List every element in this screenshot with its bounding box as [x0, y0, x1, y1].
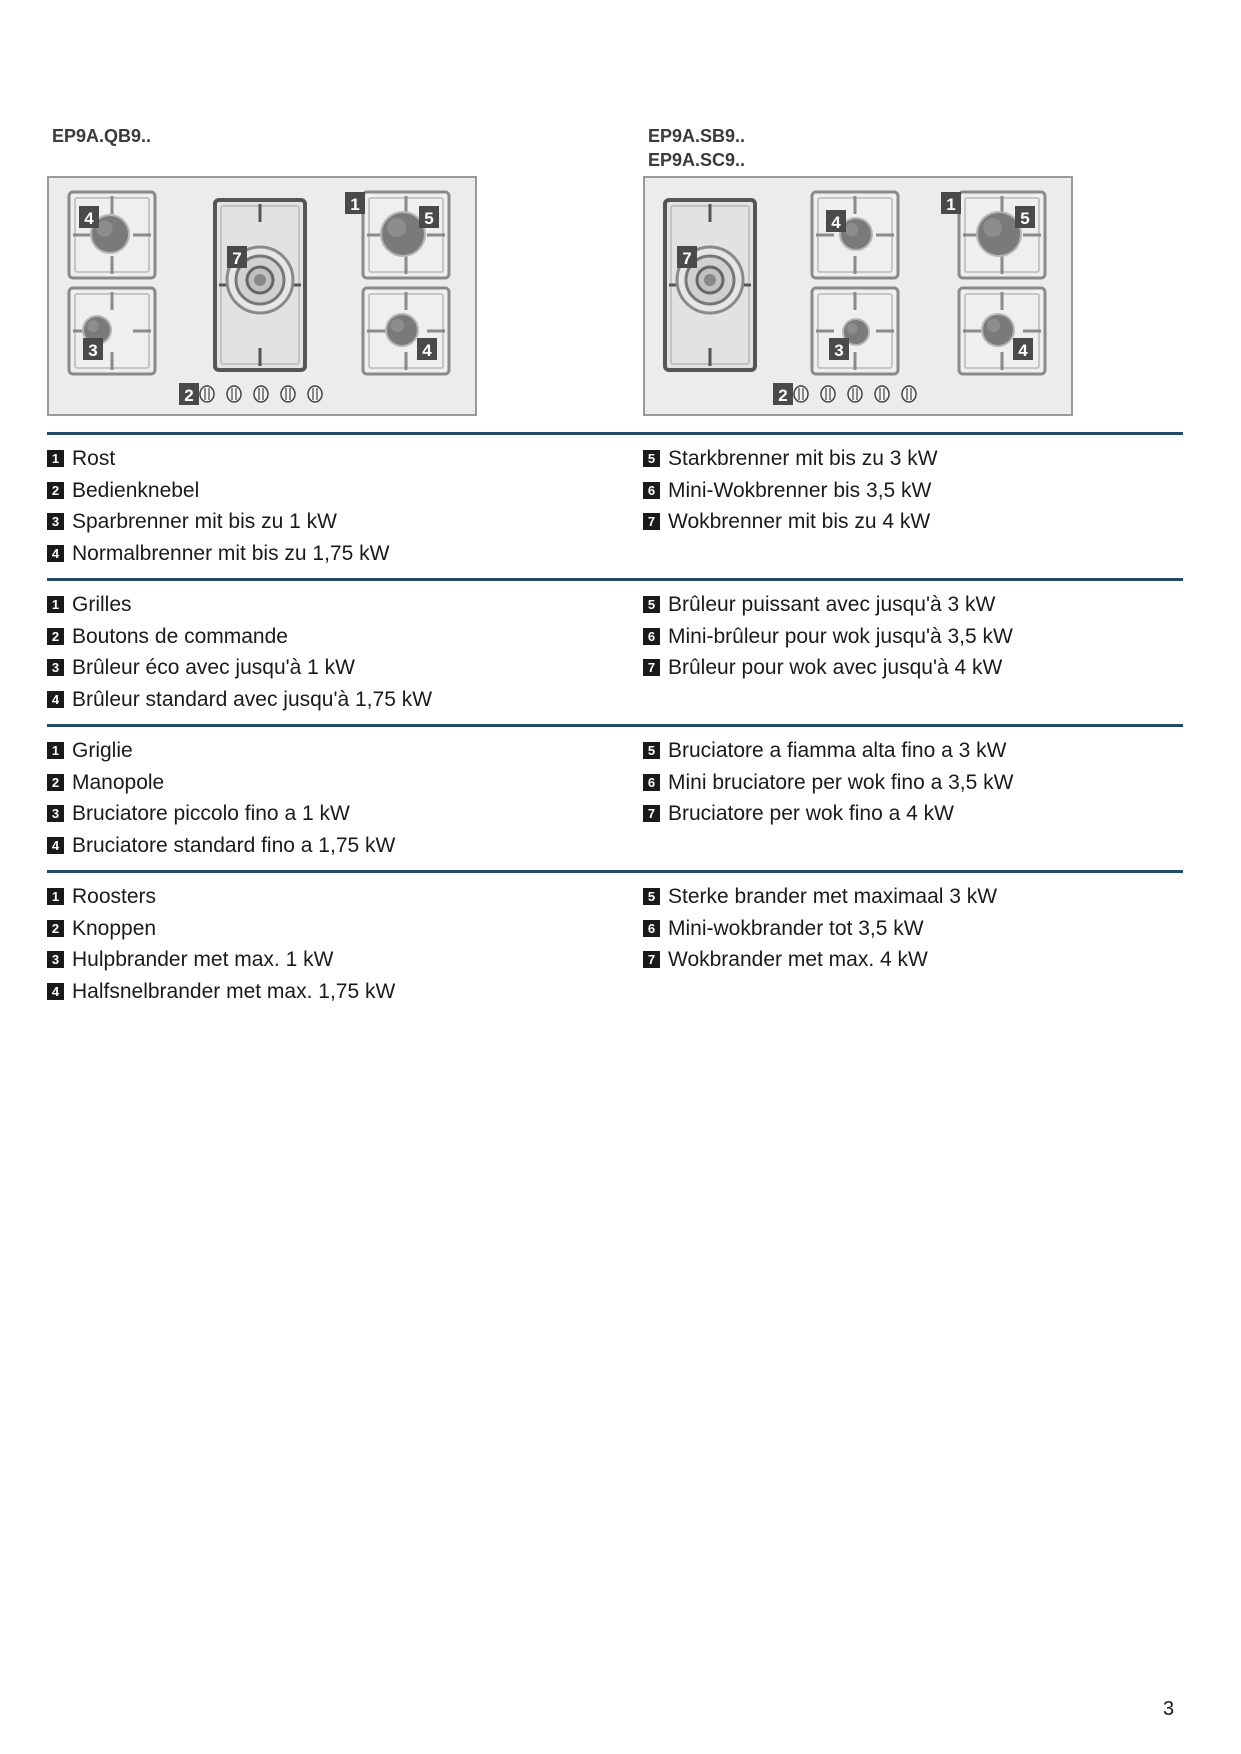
- svg-text:1: 1: [946, 195, 956, 214]
- legend-column-right: [643, 735, 1013, 830]
- knob: [821, 386, 835, 402]
- legend-text: Bedienknebel: [72, 478, 200, 502]
- number-badge: 1: [47, 742, 64, 759]
- legend-item: [47, 621, 432, 653]
- legend-item: [643, 767, 1013, 799]
- legend-text: Bruciatore a fiamma alta fino a 3 kW: [668, 739, 1007, 762]
- legend-text: Wokbrander met max. 4 kW: [668, 948, 928, 971]
- number-badge: 2: [47, 920, 64, 937]
- page-number: 3: [1163, 1698, 1175, 1720]
- number-badge: 6: [643, 774, 660, 791]
- number-badge: 7: [643, 659, 660, 676]
- number-badge: 1: [47, 596, 64, 613]
- legend-item: [47, 506, 389, 538]
- legend-column-left: [47, 443, 389, 569]
- callout-badge: [419, 206, 439, 228]
- legend-text: Rost: [72, 447, 116, 470]
- knob: [308, 386, 322, 402]
- legend-item: [47, 798, 395, 830]
- knob: [281, 386, 295, 402]
- legend-column-right: [643, 589, 1013, 684]
- legend-text: Grilles: [72, 593, 132, 616]
- number-badge: 3: [47, 513, 64, 530]
- svg-text:4: 4: [1018, 341, 1028, 360]
- legend-text: Brûleur puissant avec jusqu'à 3 kW: [668, 593, 996, 616]
- legend-text: Boutons de commande: [72, 624, 288, 648]
- legend-item: [643, 944, 997, 976]
- section-divider: [47, 578, 1183, 581]
- legend-item: [47, 589, 432, 621]
- svg-text:1: 1: [350, 195, 360, 214]
- legend-text: Roosters: [72, 885, 157, 908]
- callout-badge: [941, 192, 961, 214]
- legend-item: [643, 621, 1013, 653]
- svg-text:5: 5: [1020, 209, 1030, 228]
- legend-text: Mini-wokbrander tot 3,5 kW: [668, 916, 924, 940]
- number-badge: 3: [47, 951, 64, 968]
- legend-item: [47, 538, 389, 570]
- legend-item: [47, 944, 395, 976]
- number-badge: 4: [47, 691, 64, 708]
- legend-item: [47, 475, 389, 507]
- legend-text: Knoppen: [72, 916, 157, 940]
- legend-column-left: [47, 735, 395, 861]
- legend-text: Bruciatore piccolo fino a 1 kW: [72, 802, 350, 825]
- legend-item: [643, 443, 938, 475]
- legend-column-left: [47, 589, 432, 715]
- knob: [200, 386, 214, 402]
- legend-column-left: [47, 881, 395, 1007]
- callout-badge: [826, 210, 846, 232]
- legend-text: Mini-Wokbrenner bis 3,5 kW: [668, 478, 932, 502]
- legend-item: [47, 913, 395, 945]
- callout-badge: [829, 338, 849, 360]
- model-code: EP9A.SB9..: [648, 126, 746, 146]
- knob: [254, 386, 268, 402]
- knob: [902, 386, 916, 402]
- legend-column-right: [643, 443, 938, 538]
- legend-item: [643, 881, 997, 913]
- callout-badge: [417, 338, 437, 360]
- legend-item: [47, 881, 395, 913]
- legend-text: Normalbrenner mit bis zu 1,75 kW: [72, 541, 390, 565]
- knob: [848, 386, 862, 402]
- svg-text:7: 7: [682, 249, 692, 268]
- model-label-right: [648, 124, 745, 172]
- hob-diagram-right: [643, 176, 1073, 416]
- legend-text: Mini bruciatore per wok fino a 3,5 kW: [668, 770, 1014, 794]
- burner: [981, 313, 1015, 347]
- number-badge: 7: [643, 805, 660, 822]
- number-badge: 2: [47, 628, 64, 645]
- number-badge: 3: [47, 659, 64, 676]
- section-divider: [47, 724, 1183, 727]
- number-badge: 2: [47, 482, 64, 499]
- legend-text: Brûleur standard avec jusqu'à 1,75 kW: [72, 687, 433, 711]
- model-code: EP9A.SC9..: [648, 150, 746, 170]
- number-badge: 6: [643, 920, 660, 937]
- legend-text: Hulpbrander met max. 1 kW: [72, 948, 334, 971]
- knob: [794, 386, 808, 402]
- number-badge: 7: [643, 513, 660, 530]
- legend-text: Starkbrenner mit bis zu 3 kW: [668, 447, 938, 470]
- legend-text: Manopole: [72, 770, 165, 794]
- callout-badge: [79, 206, 99, 228]
- number-badge: 6: [643, 482, 660, 499]
- legend-item: [643, 735, 1013, 767]
- svg-text:3: 3: [88, 341, 98, 360]
- number-badge: 1: [47, 888, 64, 905]
- legend-text: Griglie: [72, 739, 133, 762]
- legend-item: [47, 443, 389, 475]
- number-badge: 5: [643, 888, 660, 905]
- svg-text:4: 4: [422, 341, 432, 360]
- legend-item: [643, 589, 1013, 621]
- number-badge: 7: [643, 951, 660, 968]
- burner: [385, 313, 419, 347]
- legend-item: [47, 652, 432, 684]
- number-badge: 6: [643, 628, 660, 645]
- svg-text:2: 2: [778, 386, 788, 405]
- legend-item: [643, 506, 938, 538]
- knob: [227, 386, 241, 402]
- callout-badge: [227, 246, 247, 268]
- svg-text:7: 7: [232, 249, 242, 268]
- callout-badge: [773, 383, 793, 405]
- legend-item: [47, 767, 395, 799]
- callout-badge: [677, 246, 697, 268]
- legend-item: [47, 684, 432, 716]
- number-badge: 4: [47, 837, 64, 854]
- legend-item: [643, 913, 997, 945]
- legend-text: Sparbrenner mit bis zu 1 kW: [72, 510, 337, 533]
- legend-item: [47, 735, 395, 767]
- legend-text: Sterke brander met maximaal 3 kW: [668, 885, 998, 908]
- legend-column-right: [643, 881, 997, 976]
- legend-text: Brûleur pour wok avec jusqu'à 4 kW: [668, 656, 1003, 679]
- hob-diagram-left: [47, 176, 477, 416]
- section-divider: [47, 432, 1183, 435]
- number-badge: 1: [47, 450, 64, 467]
- callout-badge: [1015, 206, 1035, 228]
- svg-text:4: 4: [84, 209, 94, 228]
- number-badge: 2: [47, 774, 64, 791]
- grate: [69, 288, 155, 374]
- legend-text: Brûleur éco avec jusqu'à 1 kW: [72, 656, 355, 679]
- svg-text:5: 5: [424, 209, 434, 228]
- model-code: EP9A.QB9..: [52, 126, 152, 146]
- legend-item: [643, 652, 1013, 684]
- number-badge: 5: [643, 450, 660, 467]
- section-divider: [47, 870, 1183, 873]
- legend-text: Bruciatore per wok fino a 4 kW: [668, 802, 954, 825]
- legend-text: Halfsnelbrander met max. 1,75 kW: [72, 979, 396, 1003]
- number-badge: 5: [643, 742, 660, 759]
- svg-text:3: 3: [834, 341, 844, 360]
- callout-badge: [345, 192, 365, 214]
- svg-text:2: 2: [184, 386, 194, 405]
- legend-text: Wokbrenner mit bis zu 4 kW: [668, 510, 931, 533]
- number-badge: 5: [643, 596, 660, 613]
- number-badge: 4: [47, 983, 64, 1000]
- legend-item: [47, 976, 395, 1008]
- legend-item: [643, 798, 1013, 830]
- callout-badge: [1013, 338, 1033, 360]
- number-badge: 4: [47, 545, 64, 562]
- knob: [875, 386, 889, 402]
- callout-badge: [83, 338, 103, 360]
- legend-text: Mini-brûleur pour wok jusqu'à 3,5 kW: [668, 624, 1013, 648]
- legend-item: [47, 830, 395, 862]
- legend-text: Bruciatore standard fino a 1,75 kW: [72, 833, 396, 857]
- svg-text:4: 4: [831, 213, 841, 232]
- number-badge: 3: [47, 805, 64, 822]
- legend-item: [643, 475, 938, 507]
- model-label-left: [52, 124, 151, 148]
- callout-badge: [179, 383, 199, 405]
